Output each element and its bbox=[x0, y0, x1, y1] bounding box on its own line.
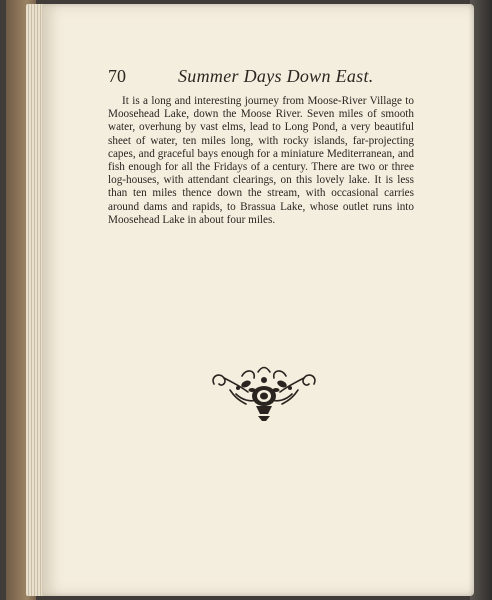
body-paragraph: It is a long and interesting journey from Moose-River Village to Moosehead Lake, down the Moose River. Seven miles of smooth water, overhung by vast elms, lead to Long Pond, a very beautiful sheet of water, ten miles long, with rocky islands, far-projecting capes, and graceful bays enough for a miniature Mediterranean, and fish enough for all the Fridays of a century. There are two or three log-houses, with attendant clearings, on this lovely lake. It is less than ten miles thence down the stream, with occasional carries around dams and rapids, to Brassua Lake, whose outlet runs into Moosehead Lake in about four miles. bbox=[108, 95, 414, 226]
running-title: Summer Days Down East. bbox=[178, 66, 374, 86]
page-header bbox=[108, 66, 428, 90]
floral-tailpiece-ornament-icon bbox=[208, 366, 320, 422]
book-page bbox=[42, 4, 474, 596]
page-number: 70 bbox=[108, 66, 126, 86]
